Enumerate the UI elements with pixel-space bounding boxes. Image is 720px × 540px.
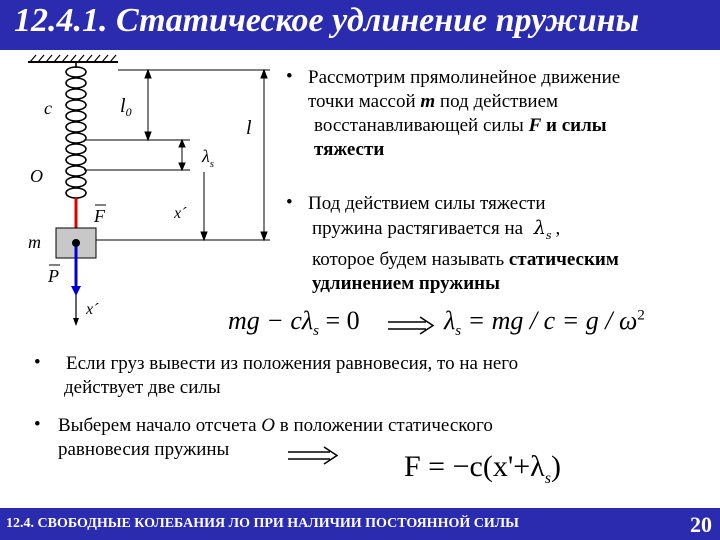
title-bar	[0, 0, 720, 50]
label-O: O	[30, 166, 43, 186]
bullet-text-2: Под действием силы тяжести пружина растягивается на $\lambda_s$ , которое будем называть статическим удлинением пружины	[308, 193, 619, 294]
l-dimension	[261, 70, 267, 240]
bullet-text-3: Если груз вывести из положения равновесия, то на него действует две силы	[64, 353, 519, 398]
formula-equilibrium: mg − $c\lambda_s = 0$	[228, 306, 360, 340]
bullet-text-1: Рассмотрим прямолинейное движение точки массой m под действием восстанавливающей силы F и силы тяжести	[308, 67, 621, 160]
label-l: l	[246, 117, 252, 139]
spring-coils	[66, 62, 86, 198]
label-m: m	[28, 232, 41, 252]
footer-text: 12.4. СВОБОДНЫЕ КОЛЕБАНИЯ ЛО ПРИ НАЛИЧИИ ПОСТОЯННОЙ СИЛЫ	[6, 516, 519, 531]
bullet-dot-1: •	[286, 66, 293, 87]
x-prime-dimension	[201, 172, 207, 240]
formula-static-elongation: $\lambda_s$ = mg / $c = g / \omega^2$	[444, 306, 645, 340]
formula-restoring-force: $F = -c(x'+\lambda_s)$	[404, 450, 561, 487]
bullet-text-4: Выберем начало отсчета O в положении статического равновесия пружины	[58, 415, 493, 460]
label-l0: $l_0$	[120, 95, 132, 119]
lambda-dimension	[179, 140, 185, 170]
l0-dimension	[145, 70, 151, 140]
slide-title: 12.4.1. Статическое удлинение пружины	[14, 2, 640, 39]
label-c: c	[44, 98, 52, 118]
implies-arrow-2	[286, 446, 340, 466]
label-F: F	[94, 206, 105, 226]
label-lambda: $\lambda_s$	[202, 146, 215, 170]
bullet-dot-2: •	[286, 192, 293, 213]
spring-diagram	[0, 50, 290, 330]
label-P: P	[48, 266, 59, 286]
bullet-dot-3: •	[34, 352, 41, 373]
label-x-bottom: x´	[86, 301, 99, 318]
implies-arrow-1	[386, 316, 436, 336]
bullet-dot-4: •	[34, 414, 41, 435]
label-x-top: x´	[174, 205, 187, 222]
page-number: 20	[690, 512, 712, 537]
footer-bar	[0, 508, 720, 540]
ceiling-support	[28, 55, 118, 62]
